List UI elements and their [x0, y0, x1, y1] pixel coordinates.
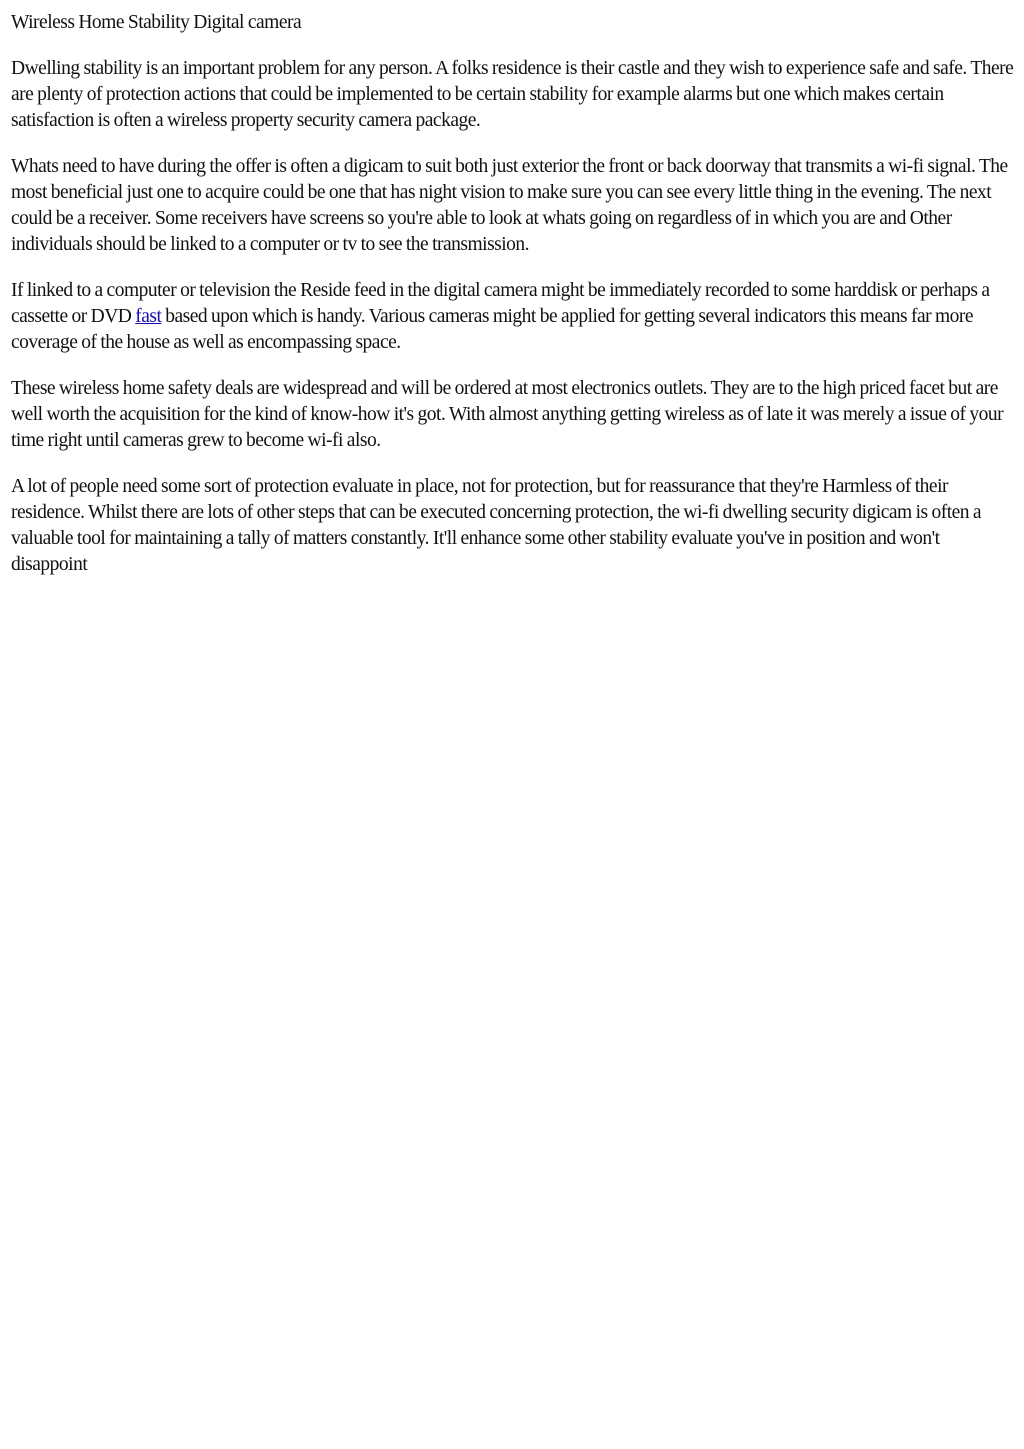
paragraph-3-text-before: If linked to a computer or television the Reside feed in the digital camera might be immediately recorded to some harddisk or perhaps a cassette or DVD [11, 280, 990, 327]
paragraph-4: These wireless home safety deals are widespread and will be ordered at most electronics outlets. They are to the high priced facet but are well worth the acquisition for the kind of know-how it's got. With almost anything getting wireless as of late it was merely a issue of your time right until cameras grew to become wi-fi also. [11, 378, 1004, 451]
paragraph-5: A lot of people need some sort of protection evaluate in place, not for protection, but for reassurance that they're Harmless of their residence. Whilst there are lots of other steps that can be executed concerning protection, the wi-fi dwelling security digicam is often a valuable tool for maintaining a tally of matters constantly. It'll enhance some other stability evaluate you've in position and won't disappoint [11, 476, 982, 575]
fast-link[interactable]: fast [135, 306, 162, 327]
paragraph-3-text-after: based upon which is handy. Various cameras might be applied for getting several indicators this means far more coverage of the house as well as encompassing space. [11, 306, 974, 353]
paragraph-3 [11, 278, 1017, 356]
paragraph-1: Dwelling stability is an important problem for any person. A folks residence is their castle and they wish to experience safe and safe. There are plenty of protection actions that could be implemented to be certain stability for example alarms but one which makes certain satisfaction is often a wireless property security camera package. [11, 58, 1014, 131]
paragraph-2: Whats need to have during the offer is often a digicam to suit both just exterior the front or back doorway that transmits a wi-fi signal. The most beneficial just one to acquire could be one that has night vision to make sure you can see every little thing in the evening. The next could be a receiver. Some receivers have screens so you're able to look at whats going on regardless of in which you are and Other individuals should be linked to a computer or tv to see the transmission. [11, 156, 1008, 255]
document-title: Wireless Home Stability Digital camera [11, 12, 302, 33]
document-page [11, 10, 1017, 598]
